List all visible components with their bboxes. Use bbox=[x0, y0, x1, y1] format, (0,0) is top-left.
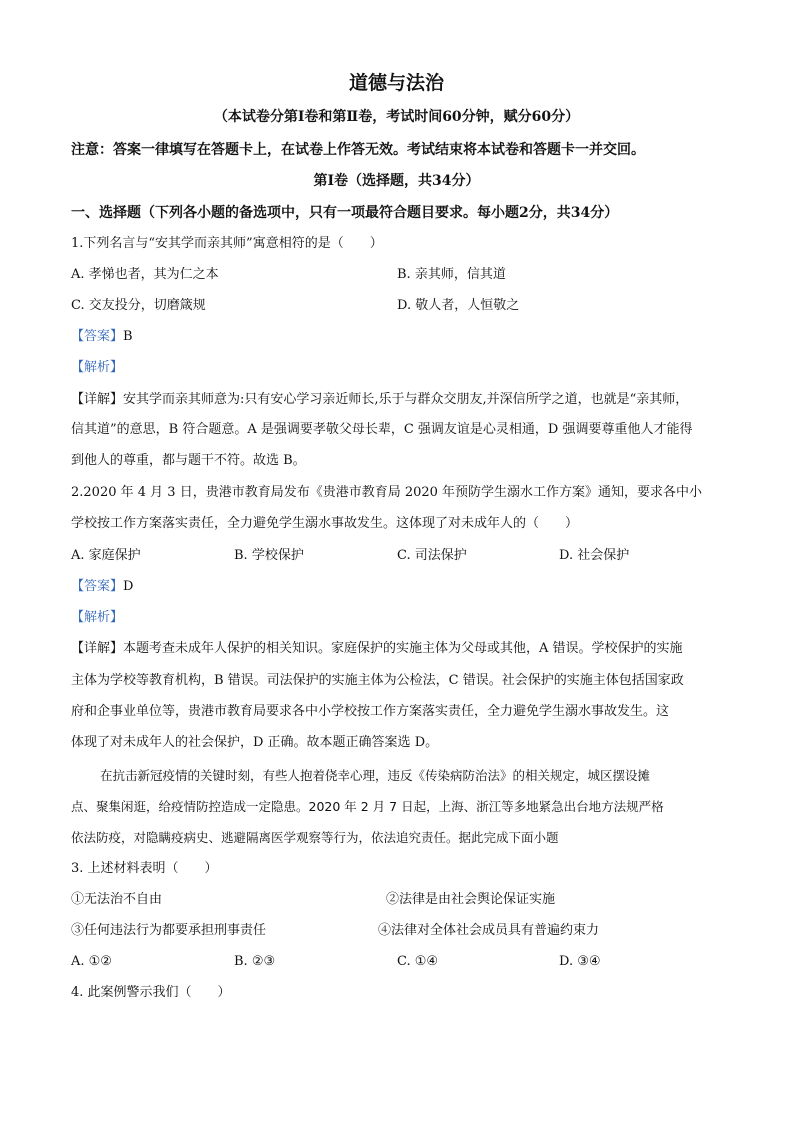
question-3-stem: 3. 上述材料表明（ ） bbox=[71, 861, 218, 876]
q2-option-a: A. 家庭保护 bbox=[71, 548, 141, 563]
q3-item-2: ②法律是由社会舆论保证实施 bbox=[386, 892, 556, 907]
q2-detail-line-3: 府和企事业单位等，贵港市教育局要求各中小学校按工作方案落实责任，全力避免学生溺水事故发生。这 bbox=[71, 704, 670, 719]
exam-subtitle: （本试卷分第Ⅰ卷和第Ⅱ卷，考试时间60分钟，赋分60分） bbox=[213, 109, 580, 125]
q3-item-1: ①无法治不自由 bbox=[71, 892, 163, 907]
q3-option-c: C. ①④ bbox=[397, 954, 439, 969]
detail-text: 安其学而亲其师意为:只有安心学习亲近师长,乐于与群众交朋友,并深信所学之道，也就是“亲其师， bbox=[123, 392, 689, 407]
q3-option-b: B. ②③ bbox=[234, 954, 276, 969]
q1-analysis-label: 【解析】 bbox=[71, 360, 124, 375]
part-title: 第Ⅰ卷（选择题，共34分） bbox=[313, 173, 480, 189]
q1-option-b: B. 亲其师，信其道 bbox=[397, 267, 506, 282]
q3-option-a: A. ①② bbox=[71, 954, 112, 969]
question-4-stem: 4. 此案例警示我们（ ） bbox=[71, 985, 231, 1000]
q2-detail-line-2: 主体为学校等教育机构，B 错误。司法保护的实施主体为公检法，C 错误。社会保护的实施主体包括国家政 bbox=[71, 673, 684, 688]
q1-detail-line-2: 信其道”的意思，B 符合题意。A 是强调要孝敬父母长辈，C 强调友谊是心灵相通，D 强调要尊重他人才能得 bbox=[71, 422, 693, 437]
q3-item-4: ④法律对全体社会成员具有普遍约束力 bbox=[378, 923, 600, 938]
q2-option-b: B. 学校保护 bbox=[234, 548, 304, 563]
question-2-stem-line-2: 学校按工作方案落实责任，全力避免学生溺水事故发生。这体现了对未成年人的（ ） bbox=[71, 516, 579, 531]
answer-label: 【答案】 bbox=[71, 579, 124, 594]
material-line-3: 依法防疫，对隐瞒疫病史、逃避隔离医学观察等行为，依法追究责任。据此完成下面小题 bbox=[71, 830, 559, 845]
q3-item-3: ③任何违法行为都要承担刑事责任 bbox=[71, 923, 267, 938]
q2-detail-line-4: 体现了对未成年人的社会保护，D 正确。故本题正确答案选 D。 bbox=[71, 735, 439, 750]
detail-label: 【详解】 bbox=[71, 392, 124, 407]
material-line-2: 点、聚集闲逛，给疫情防控造成一定隐患。2020 年 2 月 7 日起，上海、浙江等多地紧急出台地方法规严格 bbox=[71, 799, 664, 814]
detail-text: 本题考查未成年人保护的相关知识。家庭保护的实施主体为父母或其他，A 错误。学校保护的实施 bbox=[123, 641, 683, 656]
q2-answer bbox=[71, 578, 133, 596]
q1-detail-line-3: 到他人的尊重，都与题干不符。故选 B。 bbox=[71, 453, 306, 468]
notice: 注意：答案一律填写在答题卡上，在试卷上作答无效。考试结束将本试卷和答题卡一并交回。 bbox=[71, 142, 645, 158]
detail-label: 【详解】 bbox=[71, 641, 124, 656]
question-1-stem: 1.下列名言与“安其学而亲其师”寓意相符的是（ ） bbox=[71, 236, 383, 251]
q1-option-a: A. 孝悌也者，其为仁之本 bbox=[71, 267, 219, 282]
q1-detail-line-1 bbox=[71, 391, 688, 409]
answer-value: D bbox=[123, 579, 134, 594]
question-2-stem-line-1: 2.2020 年 4 月 3 日，贵港市教育局发布《贵港市教育局 2020 年预防学生溺水工作方案》通知，要求各中小 bbox=[71, 485, 703, 500]
q2-option-d: D. 社会保护 bbox=[559, 548, 630, 563]
q3-option-d: D. ③④ bbox=[559, 954, 601, 969]
section-title: 一、选择题（下列各小题的备选项中，只有一项最符合题目要求。每小题2分，共34分） bbox=[71, 205, 619, 221]
q2-analysis-label: 【解析】 bbox=[71, 610, 124, 625]
page-title: 道德与法治 bbox=[348, 72, 444, 94]
q1-option-c: C. 交友投分，切磨箴规 bbox=[71, 298, 206, 313]
q2-detail-line-1 bbox=[71, 640, 683, 658]
answer-label: 【答案】 bbox=[71, 329, 124, 344]
answer-value: B bbox=[123, 329, 133, 344]
q1-option-d: D. 敬人者，人恒敬之 bbox=[397, 298, 520, 313]
q2-option-c: C. 司法保护 bbox=[397, 548, 467, 563]
q1-answer bbox=[71, 328, 133, 346]
material-line-1: 在抗击新冠疫情的关键时刻，有些人抱着侥幸心理，违反《传染病防治法》的相关规定，城区摆设摊 bbox=[100, 768, 651, 783]
